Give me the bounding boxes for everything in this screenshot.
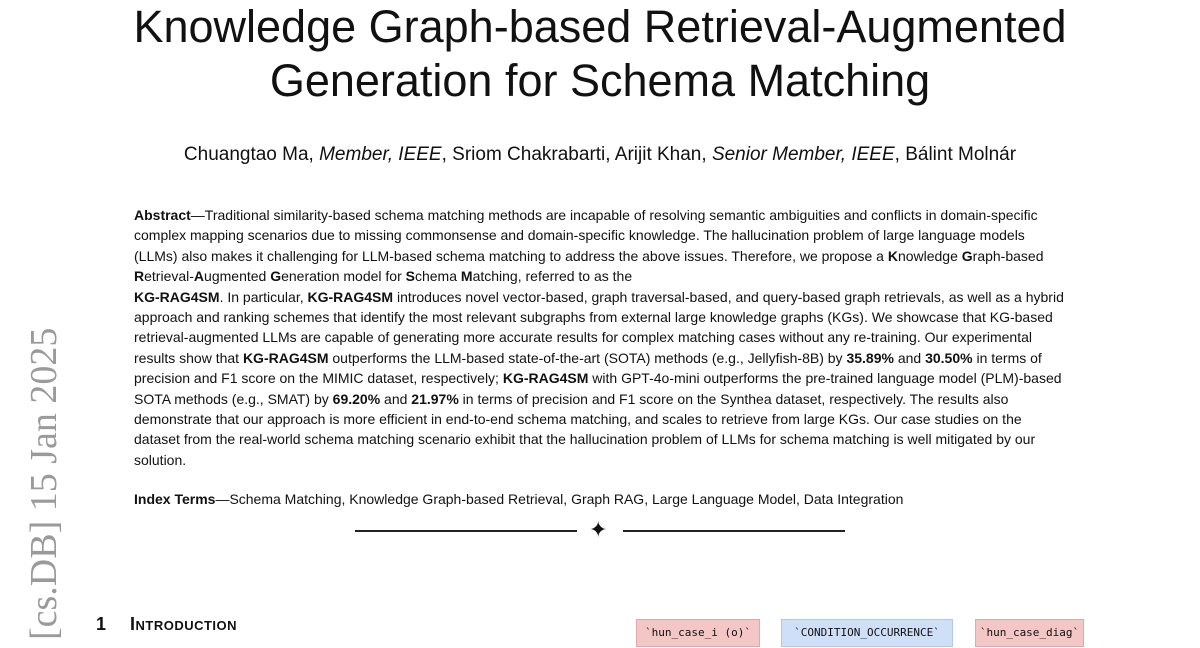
author-chakrabarti-khan: , Sriom Chakrabarti, Arijit Khan, [441,144,712,165]
title-line-1: Knowledge Graph-based Retrieval-Augmented [133,1,1067,52]
acronym-letter: S [405,268,415,285]
abstract-text-9: in terms of precision and F1 score on the Synthea dataset, respectively. The results also demonstrate that our approach is more efficient in end-to-end schema matching, and scales to retrieve from large KGs. Our case studies on the dataset from the real-world schema matching scenario exhibit that the hallucination problem of LLMs for schema matching is well mitigated by our solution. [134,390,1036,468]
section-title: Introduction [130,614,238,634]
index-terms-text: —Schema Matching, Knowledge Graph-based Retrieval, Graph RAG, Large Language Model, Data Integration [215,491,904,507]
metric-value: 35.89% [846,349,894,366]
acronym-letter: G [270,268,282,285]
acronym-rest: ugmented [204,268,271,285]
author-ma-role: Member, IEEE [319,144,442,165]
abstract-text-1: —Traditional similarity-based schema matching methods are incapable of resolving semantic ambiguities and conflicts in domain-specific complex mapping scenarios due to missing commonsense and domain-specific knowledge. The hallucination problem of large language models (LLMs) also makes it challenging for LLM-based schema matching to address the above issues. Therefore, we propose a [134,207,1038,264]
figure-tag: `CONDITION_OCCURRENCE` [781,619,953,647]
index-terms [134,489,1066,509]
acronym-letter: G [961,247,973,264]
figure-tag: `hun_case_diag` [975,619,1084,647]
abstract-text-4: outperforms the LLM-based state-of-the-art (SOTA) methods (e.g., Jellyfish-8B) by [328,349,847,366]
model-name: KG-RAG4SM [134,288,220,305]
abstract-text-7: with GPT-4o-mini outperforms the pre-trained language model (PLM)-based SOTA methods (e.g., SMAT) by [134,370,1062,407]
acronym-rest: atching, referred to as the [472,268,633,285]
abstract-text-6: in terms of precision and F1 score on the MIMIC dataset, respectively; [134,349,1042,387]
section-number: 1 [96,614,107,634]
acronym-letter: A [193,268,205,285]
author-ma: Chuangtao Ma, [183,144,320,165]
metric-value: 21.97% [411,390,459,407]
figure-tag: `hun_case_i (o)` [636,619,760,647]
acronym-rest: eneration model for [281,268,406,285]
paper-title [0,0,1200,108]
separator-line-right [623,530,845,532]
section-separator [0,517,1200,542]
title-line-2: Generation for Schema Matching [269,55,931,106]
author-khan-role: Senior Member, IEEE [711,144,895,165]
abstract-text-8: and [380,390,412,407]
acronym-letter: R [134,268,145,285]
acronym-rest: chema [414,268,461,285]
model-name: KG-RAG4SM [502,370,589,387]
abstract-text-5: and [893,349,926,366]
separator-line-left [355,530,577,532]
arxiv-stamp: [cs.DB] 15 Jan 2025 [23,327,65,640]
abstract-text-3: introduces novel vector-based, graph traversal-based, and query-based graph retrievals, as well as a hybrid approach and ranking schemes that identify the most relevant subgraphs from external large knowledge graphs (KGs). We showcase that KG-based retrieval-augmented LLMs are capable of generating more accurate results for complex matching cases without any re-training. Our experimental results show that [134,288,1064,366]
model-name: KG-RAG4SM [307,288,394,305]
index-terms-label: Index Terms [134,491,216,507]
author-list [0,142,1200,168]
metric-value: 69.20% [332,390,381,407]
acronym-rest: etrieval- [144,268,194,285]
author-molnar: , Bálint Molnár [894,144,1017,165]
metric-value: 30.50% [925,349,973,366]
model-name: KG-RAG4SM [242,349,329,366]
abstract-text-2: . In particular, [219,288,308,305]
separator-star-icon: ✦ [589,517,608,542]
acronym-rest: nowledge [897,247,962,264]
abstract [134,205,1066,470]
acronym-rest: raph-based [972,247,1044,264]
acronym-letter: M [460,268,473,285]
acronym-letter: K [887,247,898,264]
section-heading [96,612,237,636]
abstract-label: Abstract [134,207,191,223]
